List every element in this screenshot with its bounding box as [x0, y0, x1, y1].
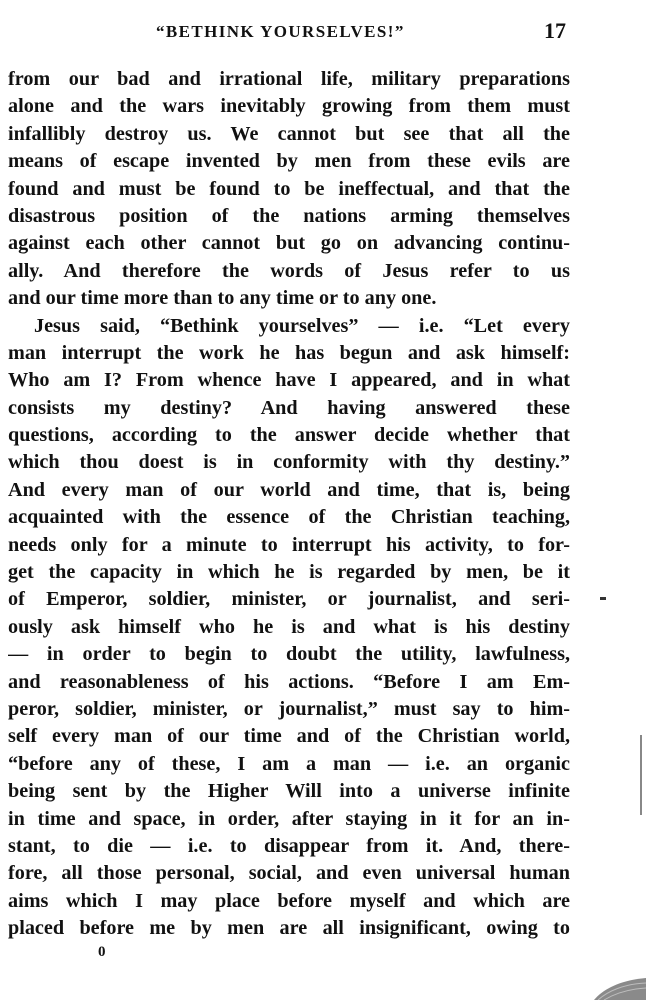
text-line: fore, all those personal, social, and even universal human	[8, 862, 570, 885]
text-line: disastrous position of the nations arming themselves	[8, 204, 570, 227]
text-line: being sent by the Higher Will into a universe infinite	[8, 780, 570, 803]
text-line: ously ask himself who he is and what is his destiny	[8, 615, 570, 638]
text-line: And every man of our world and time, that is, being	[8, 478, 570, 501]
body-text	[8, 66, 570, 943]
text-line: from our bad and irrational life, military preparations	[8, 68, 570, 90]
running-head	[0, 18, 646, 48]
text-line: found and must be found to be ineffectual, and that the	[8, 177, 570, 200]
text-line: Who am I? From whence have I appeared, and in what	[8, 369, 570, 392]
text-line: needs only for a minute to interrupt his activity, to for-	[8, 533, 570, 556]
text-line: alone and the wars inevitably growing from them must	[8, 95, 570, 118]
text-line: infallibly destroy us. We cannot but see that all the	[8, 122, 570, 145]
margin-edge-line	[640, 735, 642, 815]
text-line: against each other cannot but go on advancing continu-	[8, 232, 570, 255]
text-line: stant, to die — i.e. to disappear from it. And, there-	[8, 834, 570, 857]
running-title: “BETHINK YOURSELVES!”	[156, 22, 405, 41]
text-line: in time and space, in order, after staying in it for an in-	[8, 807, 570, 830]
text-line: and our time more than to any time or to any one.	[8, 287, 437, 310]
text-line: placed before me by men are all insignificant, owing to	[8, 917, 570, 940]
text-line: — in order to begin to doubt the utility, lawfulness,	[8, 643, 570, 666]
text-line: peror, soldier, minister, or journalist,” must say to him-	[8, 697, 570, 720]
text-line: ally. And therefore the words of Jesus refer to us	[8, 259, 570, 282]
page-curl-icon	[594, 970, 646, 1000]
text-line: which thou doest is in conformity with thy destiny.”	[8, 451, 570, 474]
text-line: man interrupt the work he has begun and ask himself:	[8, 341, 570, 364]
text-line: get the capacity in which he is regarded by men, be it	[8, 561, 570, 584]
text-line: consists my destiny? And having answered these	[8, 396, 570, 419]
page-number: 17	[544, 18, 566, 43]
signature-mark: 0	[98, 944, 106, 960]
text-line: and reasonableness of his actions. “Before I am Em-	[8, 670, 570, 693]
text-line: Jesus said, “Bethink yourselves” — i.e. “Let every	[34, 314, 570, 337]
text-line: questions, according to the answer decide whether that	[8, 424, 570, 447]
text-line: means of escape invented by men from these evils are	[8, 150, 570, 173]
margin-speck	[600, 597, 606, 600]
text-line: acquainted with the essence of the Christian teaching,	[8, 506, 570, 529]
text-line: “before any of these, I am a man — i.e. an organic	[8, 752, 570, 775]
text-line: self every man of our time and of the Christian world,	[8, 725, 570, 748]
text-line: of Emperor, soldier, minister, or journalist, and seri-	[8, 588, 570, 611]
text-line: aims which I may place before myself and which are	[8, 889, 570, 912]
